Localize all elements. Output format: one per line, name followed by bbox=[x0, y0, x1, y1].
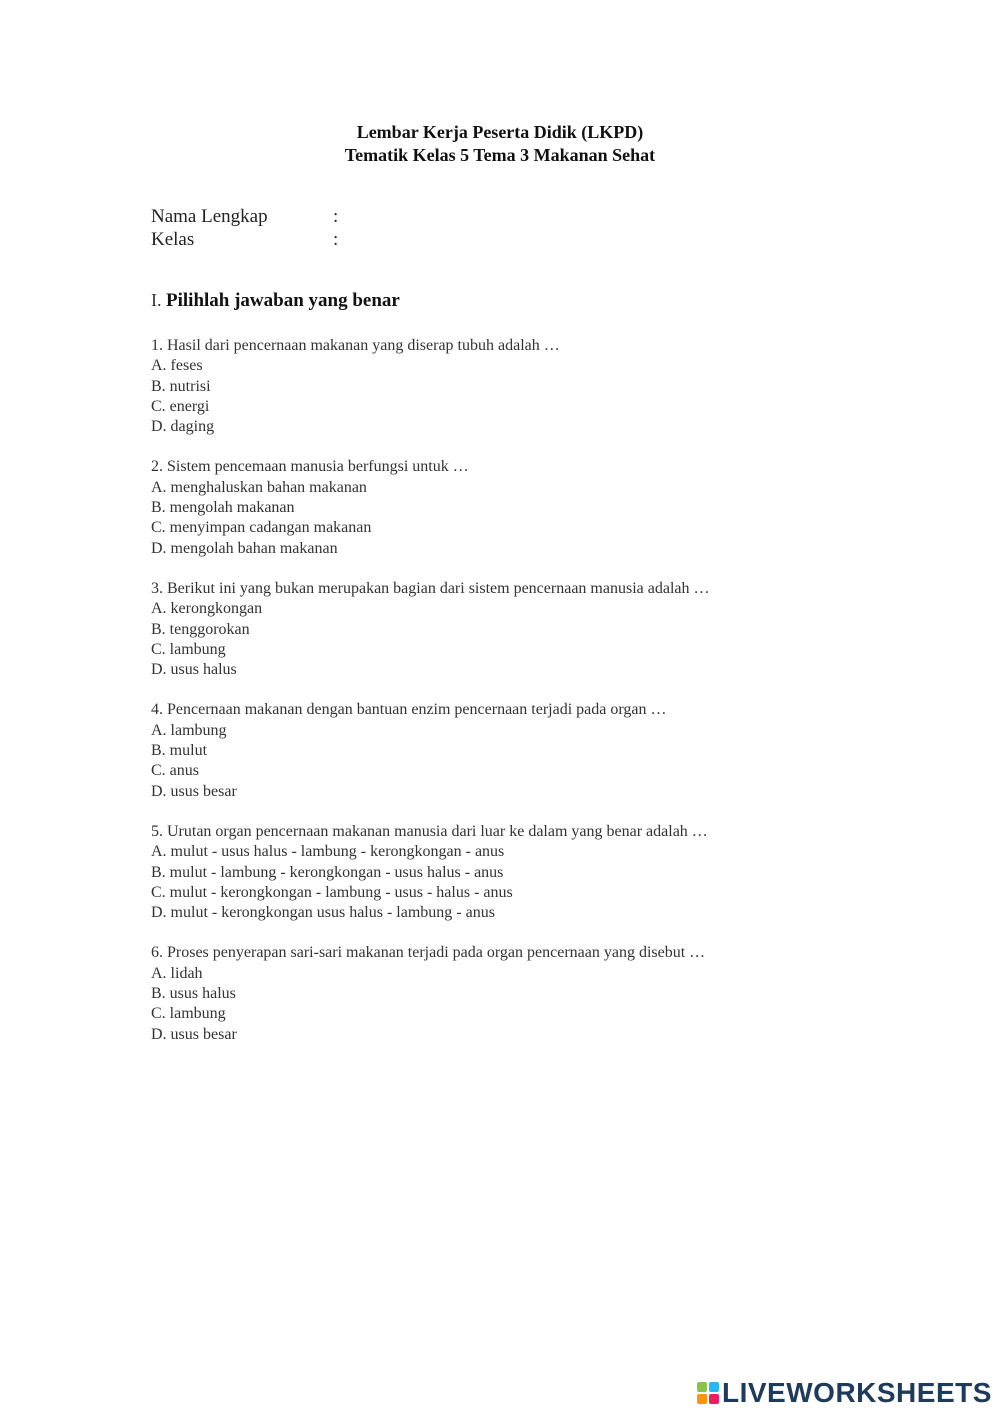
question-1 bbox=[151, 336, 911, 437]
question-stem: 2. Sistem pencemaan manusia berfungsi untuk … bbox=[151, 458, 469, 476]
logo-wordmark: LIVEWORKSHEETS bbox=[722, 1377, 992, 1408]
option-a: A. kerongkongan bbox=[151, 600, 263, 618]
question-stem: 3. Berikut ini yang bukan merupakan bagian dari sistem pencernaan manusia adalah … bbox=[151, 579, 710, 597]
option-a: A. lambung bbox=[151, 721, 227, 739]
option-b: B. mengolah makanan bbox=[151, 499, 295, 517]
option-a: A. mulut - usus halus - lambung - kerongkongan - anus bbox=[151, 843, 505, 861]
name-field bbox=[151, 206, 338, 228]
question-3 bbox=[151, 579, 911, 680]
option-d: D. usus halus bbox=[151, 661, 237, 679]
option-c: C. lambung bbox=[151, 1005, 226, 1023]
logo-square bbox=[697, 1394, 707, 1404]
question-stem: 5. Urutan organ pencernaan makanan manusia dari luar ke dalam yang benar adalah … bbox=[151, 822, 708, 840]
option-b: B. usus halus bbox=[151, 985, 236, 1003]
name-separator: : bbox=[333, 206, 339, 227]
logo-square bbox=[709, 1382, 719, 1392]
option-d: D. usus besar bbox=[151, 1025, 237, 1043]
option-a: A. feses bbox=[151, 357, 203, 375]
question-list bbox=[151, 336, 911, 1065]
class-field bbox=[151, 229, 338, 251]
question-4 bbox=[151, 700, 911, 801]
option-b: B. tenggorokan bbox=[151, 620, 250, 638]
logo-square bbox=[697, 1382, 707, 1392]
section-heading bbox=[151, 290, 400, 312]
class-separator: : bbox=[333, 229, 339, 250]
class-label: Kelas bbox=[151, 229, 195, 250]
liveworksheets-logo bbox=[697, 1378, 992, 1408]
section-title: Pilihlah jawaban yang benar bbox=[166, 290, 400, 311]
option-b: B. mulut - lambung - kerongkongan - usus halus - anus bbox=[151, 863, 504, 881]
option-d: D. daging bbox=[151, 418, 215, 436]
option-d: D. mulut - kerongkongan usus halus - lambung - anus bbox=[151, 904, 495, 922]
option-c: C. energi bbox=[151, 397, 210, 415]
name-label: Nama Lengkap bbox=[151, 206, 268, 227]
logo-square bbox=[709, 1394, 719, 1404]
question-stem: 1. Hasil dari pencernaan makanan yang diserap tubuh adalah … bbox=[151, 337, 560, 354]
liveworksheets-mark-icon bbox=[697, 1382, 719, 1404]
option-c: C. anus bbox=[151, 762, 199, 780]
option-b: B. mulut bbox=[151, 742, 208, 760]
option-b: B. nutrisi bbox=[151, 377, 211, 395]
question-6 bbox=[151, 943, 911, 1044]
question-2 bbox=[151, 457, 911, 558]
worksheet-title: Lembar Kerja Peserta Didik (LKPD) bbox=[356, 122, 644, 142]
question-stem: 4. Pencernaan makanan dengan bantuan enzim pencernaan terjadi pada organ … bbox=[151, 701, 667, 719]
worksheet-subtitle: Tematik Kelas 5 Tema 3 Makanan Sehat bbox=[344, 145, 656, 165]
option-c: C. mulut - kerongkongan - lambung - usus - halus - anus bbox=[151, 883, 513, 901]
option-a: A. lidah bbox=[151, 964, 203, 982]
question-stem: 6. Proses penyerapan sari-sari makanan terjadi pada organ pencernaan yang disebut … bbox=[151, 944, 706, 962]
option-d: D. mengolah bahan makanan bbox=[151, 539, 338, 557]
option-c: C. menyimpan cadangan makanan bbox=[151, 519, 372, 537]
section-number: I. bbox=[151, 290, 162, 310]
option-d: D. usus besar bbox=[151, 782, 237, 800]
option-c: C. lambung bbox=[151, 640, 226, 658]
option-a: A. menghaluskan bahan makanan bbox=[151, 478, 367, 496]
question-5 bbox=[151, 822, 911, 923]
